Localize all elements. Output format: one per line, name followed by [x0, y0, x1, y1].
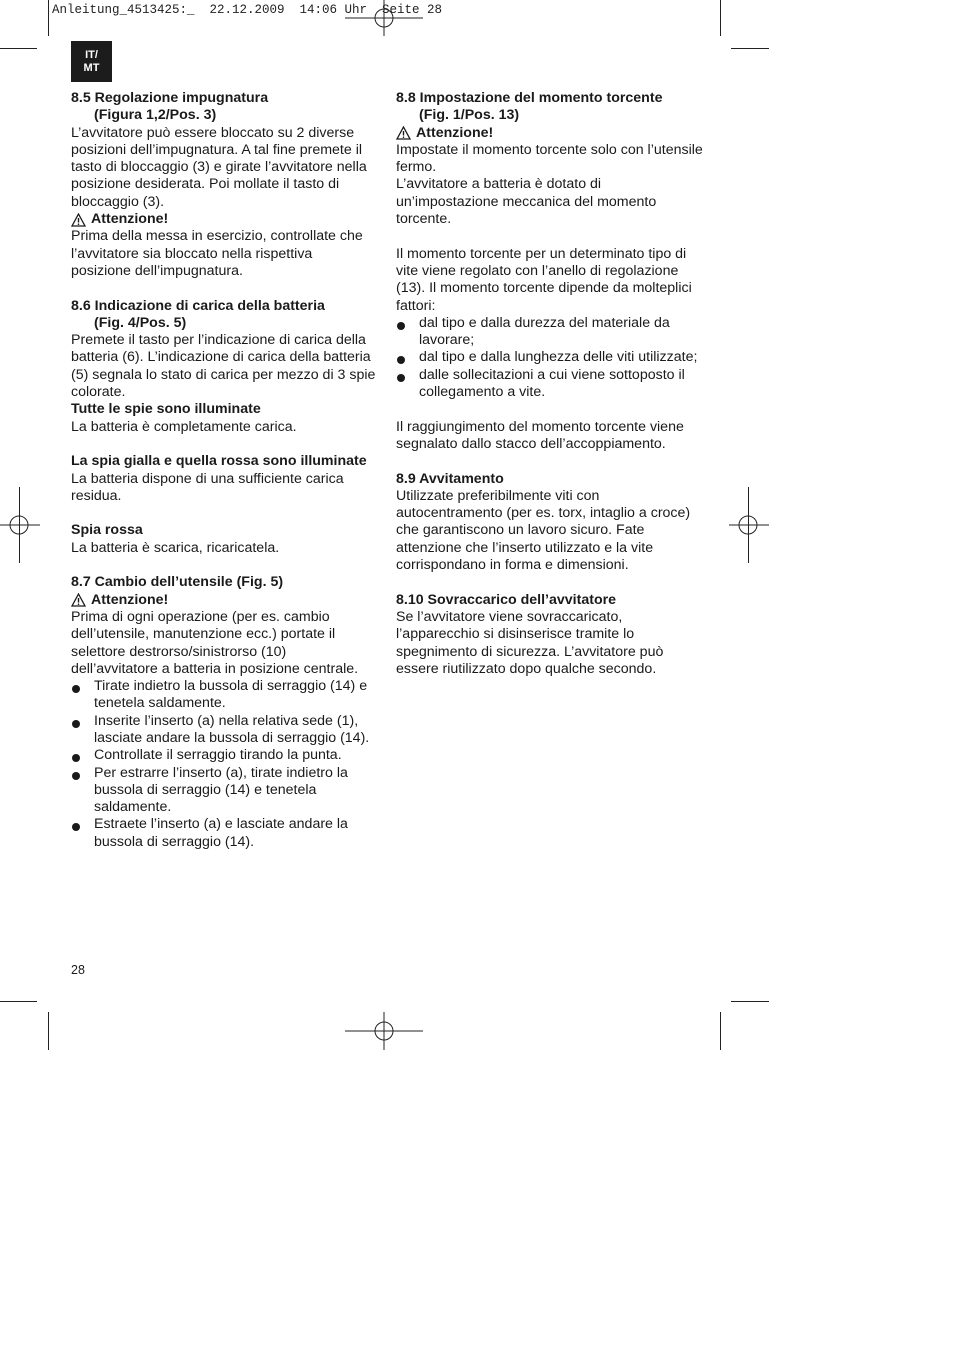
subheading: Spia rossa — [71, 522, 143, 539]
subheading: La spia gialla e quella rossa sono illuminate — [71, 453, 367, 470]
crop-mark — [0, 48, 37, 49]
language-badge-line1: IT/ — [85, 48, 98, 61]
subheading: Tutte le spie sono illuminate — [71, 401, 261, 418]
section-body: Il momento torcente per un determinato tipo di vite viene regolato con l’anello di regolazione (13). Il momento torcente dipende da molteplici fattori: — [396, 245, 692, 314]
page-number: 28 — [71, 963, 85, 977]
subheading-body: La batteria dispone di una sufficiente carica residua. — [71, 470, 344, 504]
list-item: dalle sollecitazioni a cui viene sottoposto il collegamento a vite. — [396, 367, 706, 402]
section-body: Il raggiungimento del momento torcente viene segnalato dallo stacco dell’accoppiamento. — [396, 418, 684, 452]
crop-mark — [0, 1001, 37, 1002]
warning-triangle-icon — [71, 593, 86, 607]
registration-mark-icon — [729, 507, 769, 543]
section-heading: 8.10 Sovraccarico dell’avvitatore — [396, 591, 617, 608]
crop-mark — [731, 1001, 769, 1002]
list-item: Tirate indietro la bussola di serraggio (14) e tenetela saldamente. — [71, 678, 376, 713]
list-item: Estraete l’inserto (a) e lasciate andare la bussola di serraggio (14). — [71, 816, 376, 851]
warning-label: Attenzione! — [416, 124, 494, 141]
section-8-6 — [71, 298, 376, 557]
list-item: dal tipo e dalla lunghezza delle viti utilizzate; — [396, 349, 706, 366]
warning-body: Prima di ogni operazione (per es. cambio dell’utensile, manutenzione ecc.) portate il selettore destrorso/sinistrorso (10) dell’avvitatore a batteria in posizione centrale. — [71, 608, 359, 677]
language-badge — [71, 41, 112, 82]
subheading-body: La batteria è completamente carica. — [71, 418, 297, 435]
section-body: Utilizzate preferibilmente viti con autocentramento (per es. torx, intaglio a croce) che garantiscono un lavoro sicuro. Fate attenzione che l’inserto utilizzato e la vite corrispondano in forma e dimensioni. — [396, 487, 691, 574]
crop-mark — [720, 1012, 721, 1050]
section-heading — [71, 298, 376, 333]
warning-label: Attenzione! — [91, 591, 169, 608]
heading-subtitle: (Fig. 4/Pos. 5) — [94, 314, 187, 331]
language-badge-line2: MT — [83, 61, 100, 74]
section-body: Premete il tasto per l’indicazione di carica della batteria (6). L’indicazione di carica della batteria (5) segnala lo stato di carica per mezzo di 3 spie colorate. — [71, 332, 376, 401]
crop-mark — [48, 1012, 49, 1050]
heading-title: 8.5 Regolazione impugnatura — [71, 90, 269, 106]
bullet-list — [71, 678, 376, 851]
warning-body: Impostate il momento torcente solo con l’utensile fermo. — [396, 141, 703, 176]
crop-mark — [731, 48, 769, 49]
section-8-8 — [396, 90, 706, 453]
section-heading — [396, 90, 706, 125]
right-column — [396, 90, 706, 678]
section-8-10 — [396, 592, 706, 678]
section-body: L’avvitatore può essere bloccato su 2 diverse posizioni dell’impugnatura. A tal fine premete il tasto di bloccaggio (3) e girate l’avvitatore nella posizione desiderata. Poi mollate il tasto di bloccaggio (3). — [71, 124, 367, 210]
crop-mark — [48, 0, 49, 36]
list-item: dal tipo e dalla durezza del materiale da lavorare; — [396, 315, 706, 350]
registration-mark-icon — [345, 0, 423, 36]
list-item: Inserite l’inserto (a) nella relativa sede (1), lasciate andare la bussola di serraggio (14). — [71, 713, 376, 748]
section-8-9 — [396, 471, 706, 575]
heading-subtitle: (Fig. 1/Pos. 13) — [419, 107, 520, 124]
section-heading — [71, 90, 376, 125]
heading-title: 8.8 Impostazione del momento torcente — [396, 90, 663, 106]
warning-triangle-icon — [71, 213, 86, 227]
list-item: Per estrarre l’inserto (a), tirate indietro la bussola di serraggio (14) e tenetela saldamente. — [71, 765, 376, 817]
bullet-list — [396, 315, 706, 401]
heading-subtitle: (Figura 1,2/Pos. 3) — [94, 107, 217, 124]
section-8-5 — [71, 90, 376, 280]
warning-heading — [71, 592, 376, 609]
section-body: Se l’avvitatore viene sovraccaricato, l’apparecchio si disinserisce tramite lo spegnimento di sicurezza. L’avvitatore può essere riutilizzato dopo qualche secondo. — [396, 608, 664, 677]
registration-mark-icon — [345, 1012, 423, 1050]
warning-triangle-icon — [396, 126, 411, 140]
crop-mark — [720, 0, 721, 36]
warning-label: Attenzione! — [91, 211, 169, 228]
section-body: L’avvitatore a batteria è dotato di un’impostazione meccanica del momento torcente. — [396, 176, 657, 228]
print-header: Anleitung_4513425:_ 22.12.2009 14:06 Uhr Seite 28 — [52, 3, 443, 17]
heading-title: 8.6 Indicazione di carica della batteria — [71, 297, 325, 314]
section-8-7 — [71, 574, 376, 851]
warning-body: Prima della messa in esercizio, controllate che l’avvitatore sia bloccato nella rispettiva posizione dell’impugnatura. — [71, 228, 363, 279]
registration-mark-icon — [0, 507, 40, 543]
left-column — [71, 90, 376, 851]
section-heading: 8.9 Avvitamento — [396, 470, 504, 487]
list-item: Controllate il serraggio tirando la punta. — [71, 747, 376, 764]
warning-heading — [396, 125, 706, 142]
subheading-body: La batteria è scarica, ricaricatela. — [71, 539, 280, 556]
warning-heading — [71, 211, 376, 228]
section-heading: 8.7 Cambio dell’utensile (Fig. 5) — [71, 574, 284, 591]
